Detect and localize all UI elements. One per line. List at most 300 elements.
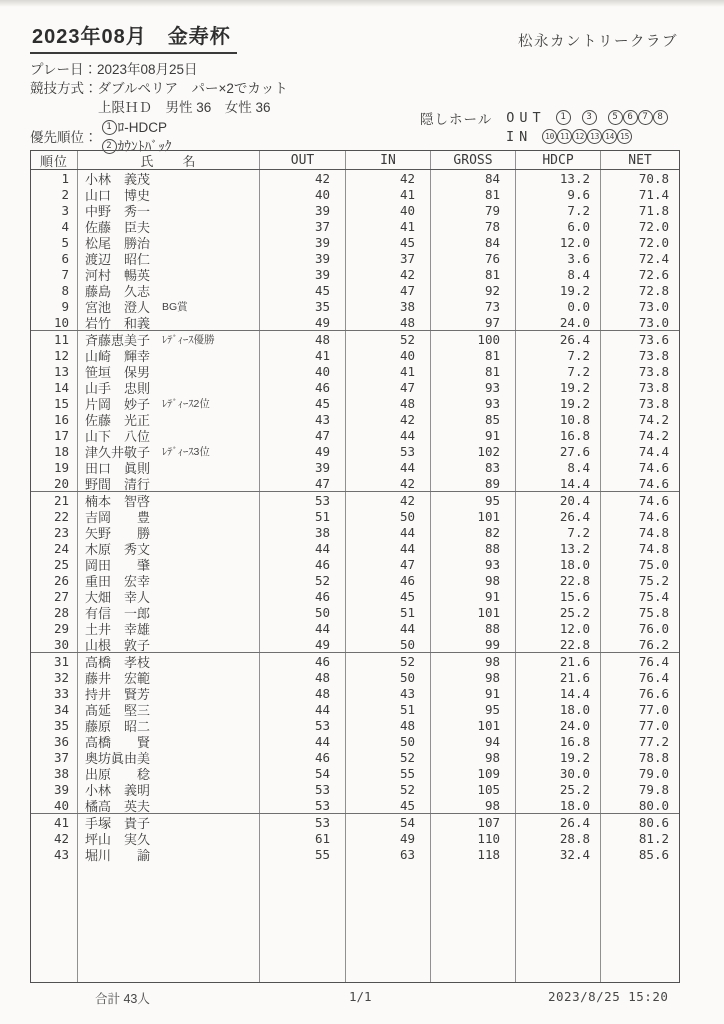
player-name: 持井 賢芳	[85, 686, 151, 701]
player-name: 出原 稔	[85, 766, 151, 781]
hidden-hole-group	[542, 129, 632, 144]
cell-hdcp: 21.6	[515, 653, 600, 669]
cell-hdcp: 7.2	[515, 347, 600, 363]
cell-gross: 76	[430, 250, 515, 266]
priority-label: 優先順位：	[30, 129, 98, 145]
cell-hdcp: 26.4	[515, 814, 600, 830]
player-name: 矢野 勝	[85, 525, 151, 540]
circled-number-7: 7	[638, 110, 653, 125]
player-name: 手塚 貴子	[85, 815, 151, 830]
cell-rank: 23	[53, 524, 69, 540]
cell-name	[77, 588, 259, 604]
page-title: 2023年08月 金寿杯	[30, 20, 237, 54]
cell-hdcp: 19.2	[515, 395, 600, 411]
cell-out: 49	[259, 314, 345, 330]
cell-hdcp: 9.6	[515, 186, 600, 202]
cell-in: 40	[345, 202, 430, 218]
cell-out: 53	[259, 814, 345, 830]
cell-name	[77, 170, 259, 186]
cell-out: 49	[259, 636, 345, 652]
table-row-rank-31	[31, 653, 679, 669]
cell-rank: 33	[53, 685, 69, 701]
cell-gross: 95	[430, 701, 515, 717]
player-name: 奥坊眞由美	[85, 750, 151, 765]
cell-net: 85.6	[600, 846, 679, 862]
cell-hdcp: 30.0	[515, 765, 600, 781]
cell-rank: 29	[53, 620, 69, 636]
table-row-rank-23	[31, 524, 679, 540]
cell-rank: 34	[53, 701, 69, 717]
cell-name	[77, 620, 259, 636]
cell-name	[77, 475, 259, 491]
cell-name	[77, 331, 259, 347]
table-row-rank-43	[31, 846, 679, 862]
cell-gross: 79	[430, 202, 515, 218]
table-row-rank-38	[31, 765, 679, 781]
cell-in: 45	[345, 234, 430, 250]
cell-rank: 13	[53, 363, 69, 379]
cell-in: 47	[345, 556, 430, 572]
player-name: 宮池 澄人	[85, 299, 151, 314]
cell-hdcp: 8.4	[515, 266, 600, 282]
cell-hdcp: 12.0	[515, 620, 600, 636]
hidden-holes-out-label: OUT	[506, 109, 546, 126]
cell-rank: 19	[53, 459, 69, 475]
cell-name	[77, 701, 259, 717]
hidden-holes-in-row	[506, 127, 668, 146]
cell-net: 76.4	[600, 653, 679, 669]
player-name: 野間 清行	[85, 476, 151, 491]
player-name: 佐藤 臣夫	[85, 219, 151, 234]
cell-hdcp: 21.6	[515, 669, 600, 685]
player-name: 大畑 幸人	[85, 589, 151, 604]
cell-hdcp: 3.6	[515, 250, 600, 266]
cell-out: 49	[259, 443, 345, 459]
cell-in: 51	[345, 604, 430, 620]
player-name: 小林 義明	[85, 782, 151, 797]
cell-hdcp: 22.8	[515, 636, 600, 652]
cell-out: 45	[259, 282, 345, 298]
table-row-rank-11	[31, 331, 679, 347]
cell-out: 44	[259, 701, 345, 717]
col-header-net: NET	[600, 151, 679, 169]
scan-edge-artifact	[0, 0, 724, 7]
cell-gross: 88	[430, 540, 515, 556]
table-row-rank-15	[31, 395, 679, 411]
cell-out: 53	[259, 781, 345, 797]
cell-gross: 88	[430, 620, 515, 636]
cell-name	[77, 669, 259, 685]
cell-net: 74.6	[600, 508, 679, 524]
cell-net: 76.6	[600, 685, 679, 701]
cell-in: 42	[345, 492, 430, 508]
cell-gross: 98	[430, 653, 515, 669]
cell-net: 77.2	[600, 733, 679, 749]
cell-in: 44	[345, 524, 430, 540]
circled-number-11: 11	[557, 129, 572, 144]
cell-rank: 39	[53, 781, 69, 797]
tournament-info	[30, 60, 288, 156]
cell-gross: 81	[430, 186, 515, 202]
cell-name	[77, 685, 259, 701]
cell-name	[77, 347, 259, 363]
cell-gross: 93	[430, 379, 515, 395]
cell-out: 37	[259, 218, 345, 234]
cell-in: 47	[345, 379, 430, 395]
table-row-rank-22	[31, 508, 679, 524]
player-name: 渡辺 昭仁	[85, 251, 151, 266]
player-name: 土井 幸雄	[85, 621, 151, 636]
cell-out: 40	[259, 363, 345, 379]
cell-hdcp: 13.2	[515, 170, 600, 186]
table-row-rank-12	[31, 347, 679, 363]
priority-item-text: ｶｳﾝﾄﾊﾞｯｸ	[117, 139, 172, 154]
cell-net: 78.8	[600, 749, 679, 765]
col-header-rank: 順位	[39, 153, 68, 169]
cell-hdcp: 7.2	[515, 524, 600, 540]
cell-net: 73.8	[600, 379, 679, 395]
cell-rank: 3	[61, 202, 69, 218]
cell-out: 39	[259, 202, 345, 218]
results-table-empty-area	[31, 862, 679, 982]
hidden-holes-in-numbers	[542, 129, 632, 144]
circled-number-6: 6	[623, 110, 638, 125]
cell-name	[77, 733, 259, 749]
player-name: 山下 八位	[85, 428, 151, 443]
cell-gross: 102	[430, 443, 515, 459]
player-name: 山手 忠則	[85, 380, 151, 395]
cell-out: 39	[259, 459, 345, 475]
cell-out: 53	[259, 797, 345, 813]
circled-number-8: 8	[653, 110, 668, 125]
player-name: 松尾 勝治	[85, 235, 151, 250]
cell-gross: 81	[430, 347, 515, 363]
table-row-rank-34	[31, 701, 679, 717]
cell-name	[77, 282, 259, 298]
cell-in: 45	[345, 588, 430, 604]
hidden-holes-label: 隠しホール	[420, 111, 493, 127]
cell-gross: 110	[430, 830, 515, 846]
player-name: 斉藤恵美子	[85, 332, 151, 347]
cell-name	[77, 379, 259, 395]
cell-out: 46	[259, 379, 345, 395]
cell-rank: 43	[53, 846, 69, 862]
cell-name	[77, 636, 259, 652]
cell-rank: 7	[61, 266, 69, 282]
cell-rank: 2	[61, 186, 69, 202]
table-row-rank-4	[31, 218, 679, 234]
cell-in: 52	[345, 781, 430, 797]
cell-in: 44	[345, 427, 430, 443]
cell-rank: 18	[53, 443, 69, 459]
cell-gross: 73	[430, 298, 515, 314]
cell-net: 72.8	[600, 282, 679, 298]
cell-gross: 91	[430, 685, 515, 701]
cell-rank: 30	[53, 636, 69, 652]
cell-gross: 105	[430, 781, 515, 797]
cell-rank: 10	[53, 314, 69, 330]
player-name: 有信 一郎	[85, 605, 151, 620]
cell-hdcp: 10.8	[515, 411, 600, 427]
col-header-gross: GROSS	[430, 151, 515, 169]
cell-name	[77, 202, 259, 218]
cell-rank: 32	[53, 669, 69, 685]
cell-out: 39	[259, 234, 345, 250]
cell-gross: 81	[430, 266, 515, 282]
player-name: 岩竹 和義	[85, 315, 151, 330]
cell-net: 73.8	[600, 363, 679, 379]
cell-net: 75.0	[600, 556, 679, 572]
table-row-rank-7	[31, 266, 679, 282]
cell-in: 51	[345, 701, 430, 717]
cell-rank: 22	[53, 508, 69, 524]
cell-hdcp: 19.2	[515, 379, 600, 395]
player-name: 笹垣 保男	[85, 364, 151, 379]
cell-rank: 5	[61, 234, 69, 250]
circled-number-5: 5	[608, 110, 623, 125]
cell-net: 74.8	[600, 524, 679, 540]
cell-hdcp: 18.0	[515, 556, 600, 572]
cell-gross: 98	[430, 797, 515, 813]
cell-in: 63	[345, 846, 430, 862]
cell-out: 47	[259, 427, 345, 443]
cell-net: 77.0	[600, 701, 679, 717]
hidden-holes-in-label: IN	[506, 128, 533, 145]
cell-in: 48	[345, 395, 430, 411]
cell-hdcp: 25.2	[515, 781, 600, 797]
cell-gross: 91	[430, 427, 515, 443]
cell-net: 81.2	[600, 830, 679, 846]
cell-rank: 37	[53, 749, 69, 765]
table-row-rank-10	[31, 314, 679, 331]
cell-net: 75.4	[600, 588, 679, 604]
player-name: 藤島 久志	[85, 283, 151, 298]
cell-hdcp: 14.4	[515, 475, 600, 491]
cell-out: 44	[259, 620, 345, 636]
cell-rank: 42	[53, 830, 69, 846]
hidden-hole-group	[582, 110, 597, 125]
cell-in: 43	[345, 685, 430, 701]
cell-rank: 9	[61, 298, 69, 314]
player-award-note: BG賞	[162, 300, 188, 313]
cell-hdcp: 0.0	[515, 298, 600, 314]
cell-name	[77, 556, 259, 572]
player-name: 津久井敬子	[85, 444, 151, 459]
player-name: 藤原 昭二	[85, 718, 151, 733]
table-row-rank-32	[31, 669, 679, 685]
play-date-line: プレー日：2023年08月25日	[30, 62, 198, 77]
cell-net: 73.0	[600, 314, 679, 330]
cell-out: 48	[259, 685, 345, 701]
cell-rank: 12	[53, 347, 69, 363]
cell-gross: 92	[430, 282, 515, 298]
cell-in: 46	[345, 572, 430, 588]
cell-rank: 11	[53, 331, 69, 347]
table-row-rank-1	[31, 170, 679, 186]
player-name: 高橋 孝枝	[85, 654, 151, 669]
cell-net: 76.0	[600, 620, 679, 636]
cell-net: 74.2	[600, 427, 679, 443]
cell-gross: 107	[430, 814, 515, 830]
cell-rank: 4	[61, 218, 69, 234]
cell-rank: 21	[53, 492, 69, 508]
table-row-rank-30	[31, 636, 679, 653]
cell-net: 73.0	[600, 298, 679, 314]
cell-gross: 99	[430, 636, 515, 652]
cell-name	[77, 411, 259, 427]
cell-name	[77, 492, 259, 508]
cell-name	[77, 314, 259, 330]
cell-name	[77, 781, 259, 797]
cell-net: 72.6	[600, 266, 679, 282]
cell-name	[77, 508, 259, 524]
results-table-body	[31, 170, 679, 862]
cell-hdcp: 16.8	[515, 427, 600, 443]
cell-out: 43	[259, 411, 345, 427]
club-name: 松永カントリークラブ	[518, 34, 678, 50]
cell-name	[77, 443, 259, 459]
table-row-rank-37	[31, 749, 679, 765]
cell-in: 49	[345, 830, 430, 846]
cell-name	[77, 717, 259, 733]
cell-gross: 109	[430, 765, 515, 781]
format-line-2: 上限ＨＤ 男性 36 女性 36	[98, 100, 271, 115]
cell-gross: 83	[430, 459, 515, 475]
cell-rank: 1	[61, 170, 69, 186]
cell-gross: 98	[430, 669, 515, 685]
cell-out: 41	[259, 347, 345, 363]
player-name: 藤井 宏範	[85, 670, 151, 685]
table-row-rank-3	[31, 202, 679, 218]
cell-in: 42	[345, 411, 430, 427]
table-row-rank-16	[31, 411, 679, 427]
cell-rank: 16	[53, 411, 69, 427]
table-row-rank-39	[31, 781, 679, 797]
cell-net: 74.4	[600, 443, 679, 459]
cell-rank: 17	[53, 427, 69, 443]
cell-name	[77, 298, 259, 314]
cell-out: 38	[259, 524, 345, 540]
cell-out: 44	[259, 733, 345, 749]
cell-rank: 41	[53, 814, 69, 830]
cell-name	[77, 266, 259, 282]
circled-number-14: 14	[602, 129, 617, 144]
cell-in: 52	[345, 331, 430, 347]
cell-gross: 98	[430, 749, 515, 765]
cell-in: 42	[345, 266, 430, 282]
circled-number-15: 15	[617, 129, 632, 144]
cell-gross: 81	[430, 363, 515, 379]
table-row-rank-6	[31, 250, 679, 266]
cell-hdcp: 24.0	[515, 717, 600, 733]
player-name: 岡田 肇	[85, 557, 151, 572]
cell-gross: 93	[430, 556, 515, 572]
table-row-rank-40	[31, 797, 679, 814]
cell-gross: 100	[430, 331, 515, 347]
cell-out: 47	[259, 475, 345, 491]
priority-item-text: ﾛ-HDCP	[117, 120, 167, 135]
cell-net: 80.0	[600, 797, 679, 813]
cell-rank: 24	[53, 540, 69, 556]
cell-name	[77, 572, 259, 588]
cell-hdcp: 16.8	[515, 733, 600, 749]
cell-hdcp: 15.6	[515, 588, 600, 604]
cell-in: 50	[345, 733, 430, 749]
cell-in: 45	[345, 797, 430, 813]
cell-in: 37	[345, 250, 430, 266]
player-name: 木原 秀文	[85, 541, 151, 556]
cell-name	[77, 765, 259, 781]
cell-net: 80.6	[600, 814, 679, 830]
cell-gross: 94	[430, 733, 515, 749]
cell-net: 77.0	[600, 717, 679, 733]
cell-name	[77, 830, 259, 846]
cell-out: 46	[259, 588, 345, 604]
cell-hdcp: 27.6	[515, 443, 600, 459]
cell-name	[77, 250, 259, 266]
cell-gross: 91	[430, 588, 515, 604]
player-name: 坪山 実久	[85, 831, 151, 846]
cell-net: 73.8	[600, 395, 679, 411]
cell-rank: 26	[53, 572, 69, 588]
cell-name	[77, 797, 259, 813]
cell-in: 50	[345, 669, 430, 685]
player-name: 堀川 諭	[85, 847, 151, 862]
cell-in: 41	[345, 186, 430, 202]
cell-name	[77, 604, 259, 620]
cell-in: 44	[345, 620, 430, 636]
cell-net: 73.6	[600, 331, 679, 347]
col-header-in: IN	[345, 151, 430, 169]
cell-hdcp: 14.4	[515, 685, 600, 701]
cell-in: 47	[345, 282, 430, 298]
table-row-rank-20	[31, 475, 679, 492]
cell-rank: 20	[53, 475, 69, 491]
cell-out: 42	[259, 170, 345, 186]
cell-gross: 84	[430, 170, 515, 186]
cell-hdcp: 18.0	[515, 797, 600, 813]
cell-hdcp: 24.0	[515, 314, 600, 330]
cell-out: 46	[259, 653, 345, 669]
cell-gross: 98	[430, 572, 515, 588]
cell-net: 73.8	[600, 347, 679, 363]
cell-hdcp: 7.2	[515, 363, 600, 379]
cell-name	[77, 459, 259, 475]
cell-net: 72.4	[600, 250, 679, 266]
hidden-hole-group	[556, 110, 571, 125]
table-row-rank-33	[31, 685, 679, 701]
player-name: 山口 博史	[85, 187, 151, 202]
cell-rank: 8	[61, 282, 69, 298]
cell-name	[77, 218, 259, 234]
cell-gross: 93	[430, 395, 515, 411]
cell-in: 55	[345, 765, 430, 781]
cell-net: 74.6	[600, 459, 679, 475]
cell-name	[77, 427, 259, 443]
cell-in: 38	[345, 298, 430, 314]
cell-hdcp: 28.8	[515, 830, 600, 846]
player-name: 髙延 堅三	[85, 702, 151, 717]
cell-in: 48	[345, 314, 430, 330]
col-header-hdcp: HDCP	[515, 151, 600, 169]
player-award-note: ﾚﾃﾞｨｰｽ2位	[162, 397, 210, 410]
cell-out: 39	[259, 250, 345, 266]
cell-gross: 101	[430, 604, 515, 620]
table-row-rank-14	[31, 379, 679, 395]
cell-net: 79.8	[600, 781, 679, 797]
player-name: 田口 眞則	[85, 460, 151, 475]
table-row-rank-41	[31, 814, 679, 830]
